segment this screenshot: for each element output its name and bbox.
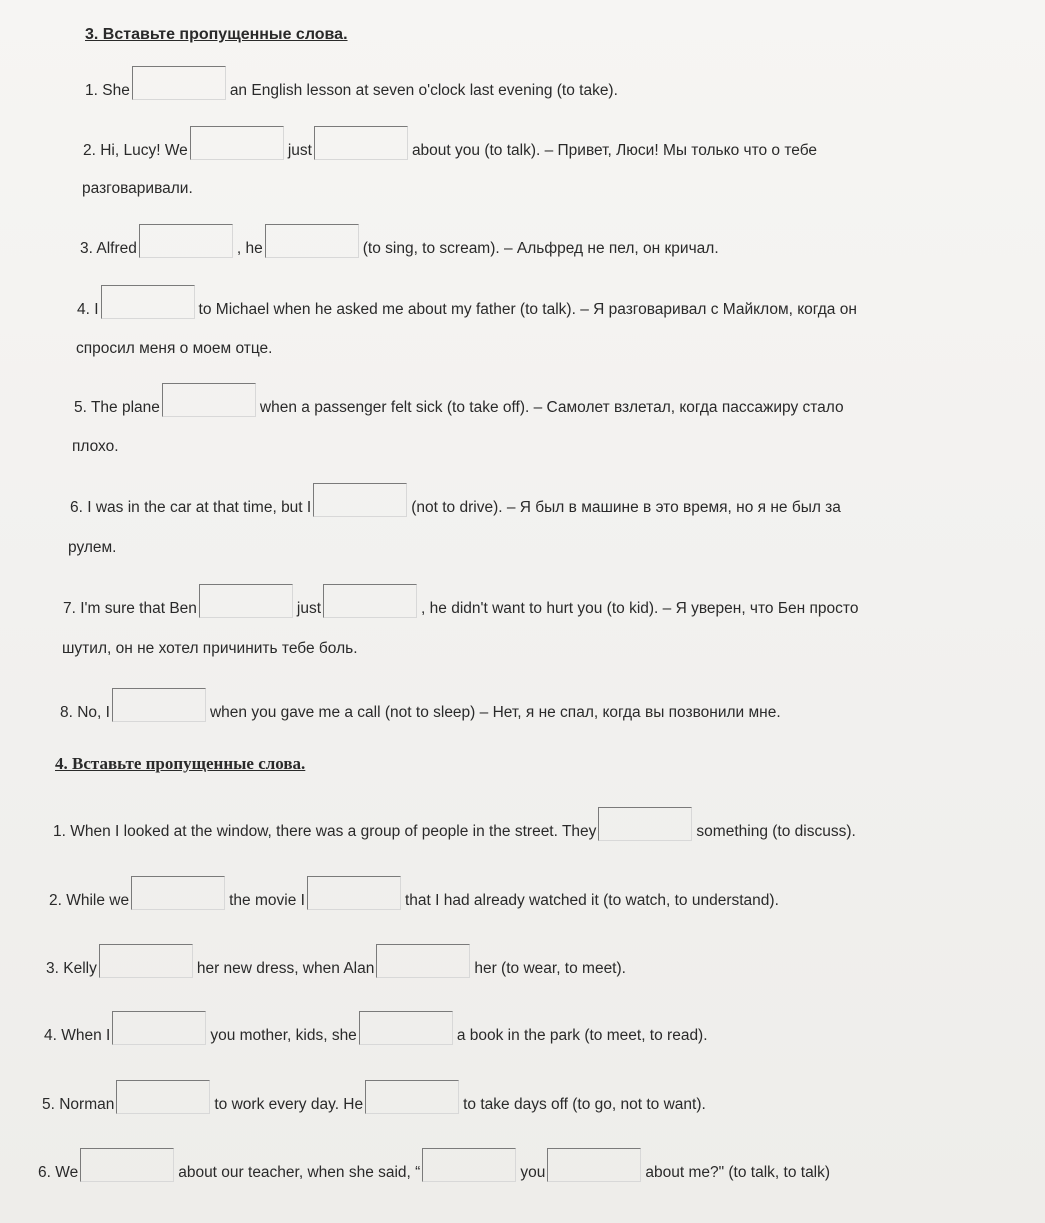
s4-4-blank-1[interactable] — [112, 1011, 206, 1045]
s3-4-text-b: to Michael when he asked me about my father (to talk). – Я разговаривал с Майклом, когда он — [198, 301, 857, 318]
s3-5-text-b: when a passenger felt sick (to take off). – Самолет взлетал, когда пассажиру стало — [259, 399, 844, 416]
s3-1-blank-1[interactable] — [132, 66, 226, 100]
s3-7-text-c: , he didn't want to hurt you (to kid). – Я уверен, что Бен просто — [421, 600, 859, 617]
s4-3-blank-2[interactable] — [376, 944, 470, 978]
s3-6-continuation: рулем. — [68, 539, 117, 556]
s3-item-7 — [63, 580, 858, 620]
s3-item-3 — [80, 220, 719, 260]
s4-4-text-b: you mother, kids, she — [210, 1027, 357, 1044]
s3-3-text-a: 3. Alfred — [80, 240, 137, 257]
s3-2-text-c: about you (to talk). – Привет, Люси! Мы только что о тебе — [411, 142, 818, 159]
s4-item-4 — [44, 1007, 708, 1047]
s3-item-8 — [60, 684, 781, 724]
s4-6-text-d: about me?" (to talk, to talk) — [645, 1164, 831, 1181]
s4-6-text-a: 6. We — [38, 1164, 79, 1181]
s3-item-6 — [70, 479, 841, 519]
s4-6-text-b: about our teacher, when she said, “ — [178, 1164, 421, 1181]
s3-item-5 — [74, 379, 844, 419]
s4-4-text-a: 4. When I — [44, 1027, 111, 1044]
s3-7-text-a: 7. I'm sure that Ben — [63, 600, 197, 617]
s4-4-text-c: a book in the park (to meet, to read). — [456, 1027, 708, 1044]
s4-5-text-c: to take days off (to go, not to want). — [463, 1096, 706, 1113]
s4-5-text-a: 5. Norman — [42, 1096, 115, 1113]
s3-item-4 — [77, 281, 857, 321]
s4-6-blank-3[interactable] — [547, 1148, 641, 1182]
s4-5-blank-1[interactable] — [116, 1080, 210, 1114]
s4-2-text-b: the movie I — [229, 892, 305, 909]
s3-3-blank-2[interactable] — [265, 224, 359, 258]
s3-4-blank-1[interactable] — [101, 285, 195, 319]
s4-2-text-a: 2. While we — [49, 892, 130, 909]
s3-1-text-a: 1. She — [85, 82, 130, 99]
s3-5-text-a: 5. The plane — [74, 399, 160, 416]
s3-4-text-a: 4. I — [77, 301, 99, 318]
s3-7-blank-2[interactable] — [323, 584, 417, 618]
s4-2-blank-1[interactable] — [131, 876, 225, 910]
s4-3-text-a: 3. Kelly — [46, 960, 97, 977]
s3-item-1 — [85, 62, 618, 102]
s3-1-text-b: an English lesson at seven o'clock last evening (to take). — [229, 82, 618, 99]
s3-6-text-b: (not to drive). – Я был в машине в это время, но я не был за — [411, 499, 841, 516]
s4-1-text-b: something (to discuss). — [696, 823, 856, 840]
s4-3-text-c: her (to wear, to meet). — [474, 960, 626, 977]
s3-2-blank-1[interactable] — [190, 126, 284, 160]
s3-item-2 — [83, 122, 817, 162]
s3-2-blank-2[interactable] — [314, 126, 408, 160]
s3-6-blank-1[interactable] — [313, 483, 407, 517]
s3-2-continuation: разговаривали. — [82, 180, 193, 197]
s4-item-6 — [38, 1144, 830, 1184]
s4-item-2 — [49, 872, 779, 912]
s4-5-blank-2[interactable] — [365, 1080, 459, 1114]
s4-2-text-c: that I had already watched it (to watch, to understand). — [404, 892, 779, 909]
s3-5-continuation: плохо. — [72, 438, 119, 455]
s4-2-blank-2[interactable] — [307, 876, 401, 910]
s4-3-blank-1[interactable] — [99, 944, 193, 978]
s3-7-text-b: just — [296, 600, 322, 617]
s4-5-text-b: to work every day. He — [214, 1096, 364, 1113]
s4-6-text-c: you — [520, 1164, 546, 1181]
s3-2-text-a: 2. Hi, Lucy! We — [83, 142, 188, 159]
s3-3-text-b: , he — [236, 240, 263, 257]
s4-6-blank-1[interactable] — [80, 1148, 174, 1182]
s4-3-text-b: her new dress, when Alan — [196, 960, 375, 977]
s3-3-text-c: (to sing, to scream). – Альфред не пел, он кричал. — [362, 240, 719, 257]
s3-8-blank-1[interactable] — [112, 688, 206, 722]
s4-1-text-a: 1. When I looked at the window, there was a group of people in the street. They — [53, 823, 597, 840]
s3-2-text-b: just — [287, 142, 312, 159]
s4-1-blank-1[interactable] — [598, 807, 692, 841]
s3-8-text-b: when you gave me a call (not to sleep) – Нет, я не спал, когда вы позвонили мне. — [209, 704, 781, 721]
s4-item-5 — [42, 1076, 706, 1116]
s4-4-blank-2[interactable] — [359, 1011, 453, 1045]
s4-item-3 — [46, 940, 626, 980]
s3-8-text-a: 8. No, I — [60, 704, 110, 721]
section-3-title: 3. Вставьте пропущенные слова. — [85, 26, 348, 43]
s3-6-text-a: 6. I was in the car at that time, but I — [70, 499, 312, 516]
s3-5-blank-1[interactable] — [162, 383, 256, 417]
s4-6-blank-2[interactable] — [422, 1148, 516, 1182]
s3-7-blank-1[interactable] — [199, 584, 293, 618]
s4-item-1 — [53, 803, 856, 843]
s3-4-continuation: спросил меня о моем отце. — [76, 340, 273, 357]
s3-3-blank-1[interactable] — [139, 224, 233, 258]
section-4-title: 4. Вставьте пропущенные слова. — [55, 754, 306, 773]
s3-7-continuation: шутил, он не хотел причинить тебе боль. — [62, 640, 358, 657]
